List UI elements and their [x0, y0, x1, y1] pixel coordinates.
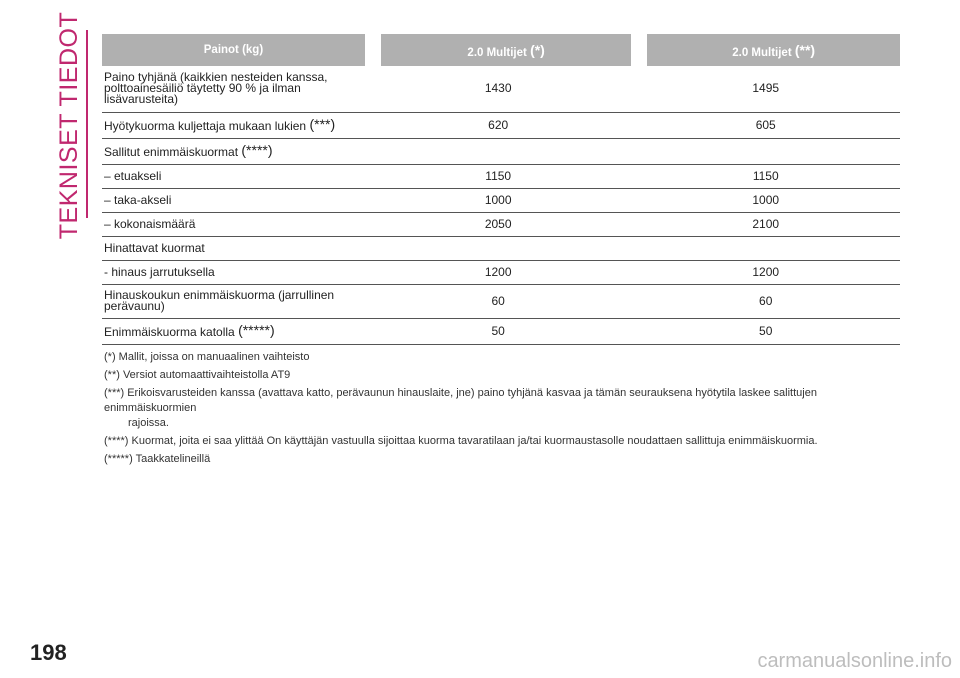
section-title: [52, 11, 88, 239]
header-gap: [365, 34, 381, 66]
value-manual: 1430: [365, 66, 632, 112]
table-row: [102, 260, 900, 284]
row-label: - hinaus jarrutuksella: [102, 260, 365, 284]
row-label: – taka-akseli: [102, 188, 365, 212]
footnote: (*) Mallit, joissa on manuaalinen vaihteisto: [104, 351, 310, 363]
row-label: Hyötykuorma kuljettaja mukaan lukien (***): [102, 112, 365, 138]
footnotes: [104, 350, 904, 470]
weights-table: [102, 34, 900, 345]
header-automatic: 2.0 Multijet (**): [647, 34, 900, 66]
row-label: Sallitut enimmäiskuormat (****): [102, 138, 365, 164]
footnote: (**) Versiot automaattivaihteistolla AT9: [104, 369, 291, 381]
value-automatic: 1150: [631, 164, 900, 188]
section-title-text: TEKNISET TIEDOT: [55, 11, 84, 239]
value-manual: 2050: [365, 212, 632, 236]
table-row: [102, 284, 900, 318]
value-manual: 1200: [365, 260, 632, 284]
page-number: 198: [30, 640, 67, 665]
section-divider: [86, 30, 88, 218]
watermark: carmanualsonline.info: [757, 650, 952, 672]
footnote: (***) Erikoisvarusteiden kanssa (avattava katto, perävaunun hinauslaite, jne) paino tyhjänä kasvaa ja tämän seurauksena hyötytila laskee salittujen enimmäiskuormien rajoissa.: [104, 386, 904, 431]
value-automatic: 2100: [631, 212, 900, 236]
table-row: [102, 236, 900, 260]
table-row: [102, 164, 900, 188]
value-automatic: 1000: [631, 188, 900, 212]
row-label: Enimmäiskuorma katolla (*****): [102, 318, 365, 344]
row-label: Paino tyhjänä (kaikkien nesteiden kanssa, polttoainesäiliö täytetty 90 % ja ilman lisävarusteita): [102, 66, 365, 112]
row-label: Hinauskoukun enimmäiskuorma (jarrullinen perävaunu): [102, 284, 365, 318]
value-manual: 1150: [365, 164, 632, 188]
row-label: – etuakseli: [102, 164, 365, 188]
value-manual: 60: [365, 284, 632, 318]
value-manual: 50: [365, 318, 632, 344]
footnote-continuation: rajoissa.: [128, 417, 169, 429]
header-gap: [631, 34, 647, 66]
value-automatic: 1200: [631, 260, 900, 284]
value-manual: 620: [365, 112, 632, 138]
table-row: [102, 212, 900, 236]
table-row: [102, 318, 900, 344]
row-label: – kokonaismäärä: [102, 212, 365, 236]
value-automatic: [631, 138, 900, 164]
value-manual: [365, 236, 632, 260]
header-manual: 2.0 Multijet (*): [381, 34, 632, 66]
value-manual: 1000: [365, 188, 632, 212]
row-label: Hinattavat kuormat: [102, 236, 365, 260]
header-weights: Painot (kg): [102, 34, 365, 66]
value-automatic: [631, 236, 900, 260]
table-row: [102, 188, 900, 212]
value-manual: [365, 138, 632, 164]
table-header-row: [102, 34, 900, 66]
table-row: [102, 66, 900, 112]
footnote: (*****) Taakkatelineillä: [104, 453, 211, 465]
table-row: [102, 112, 900, 138]
value-automatic: 1495: [631, 66, 900, 112]
table-row: [102, 138, 900, 164]
value-automatic: 60: [631, 284, 900, 318]
value-automatic: 605: [631, 112, 900, 138]
value-automatic: 50: [631, 318, 900, 344]
footnote: (****) Kuormat, joita ei saa ylittää On käyttäjän vastuulla sijoittaa kuorma tavaratilaan ja/tai kuormaustasolle noudattaen sallittuja enimmäiskuormia.: [104, 435, 818, 447]
